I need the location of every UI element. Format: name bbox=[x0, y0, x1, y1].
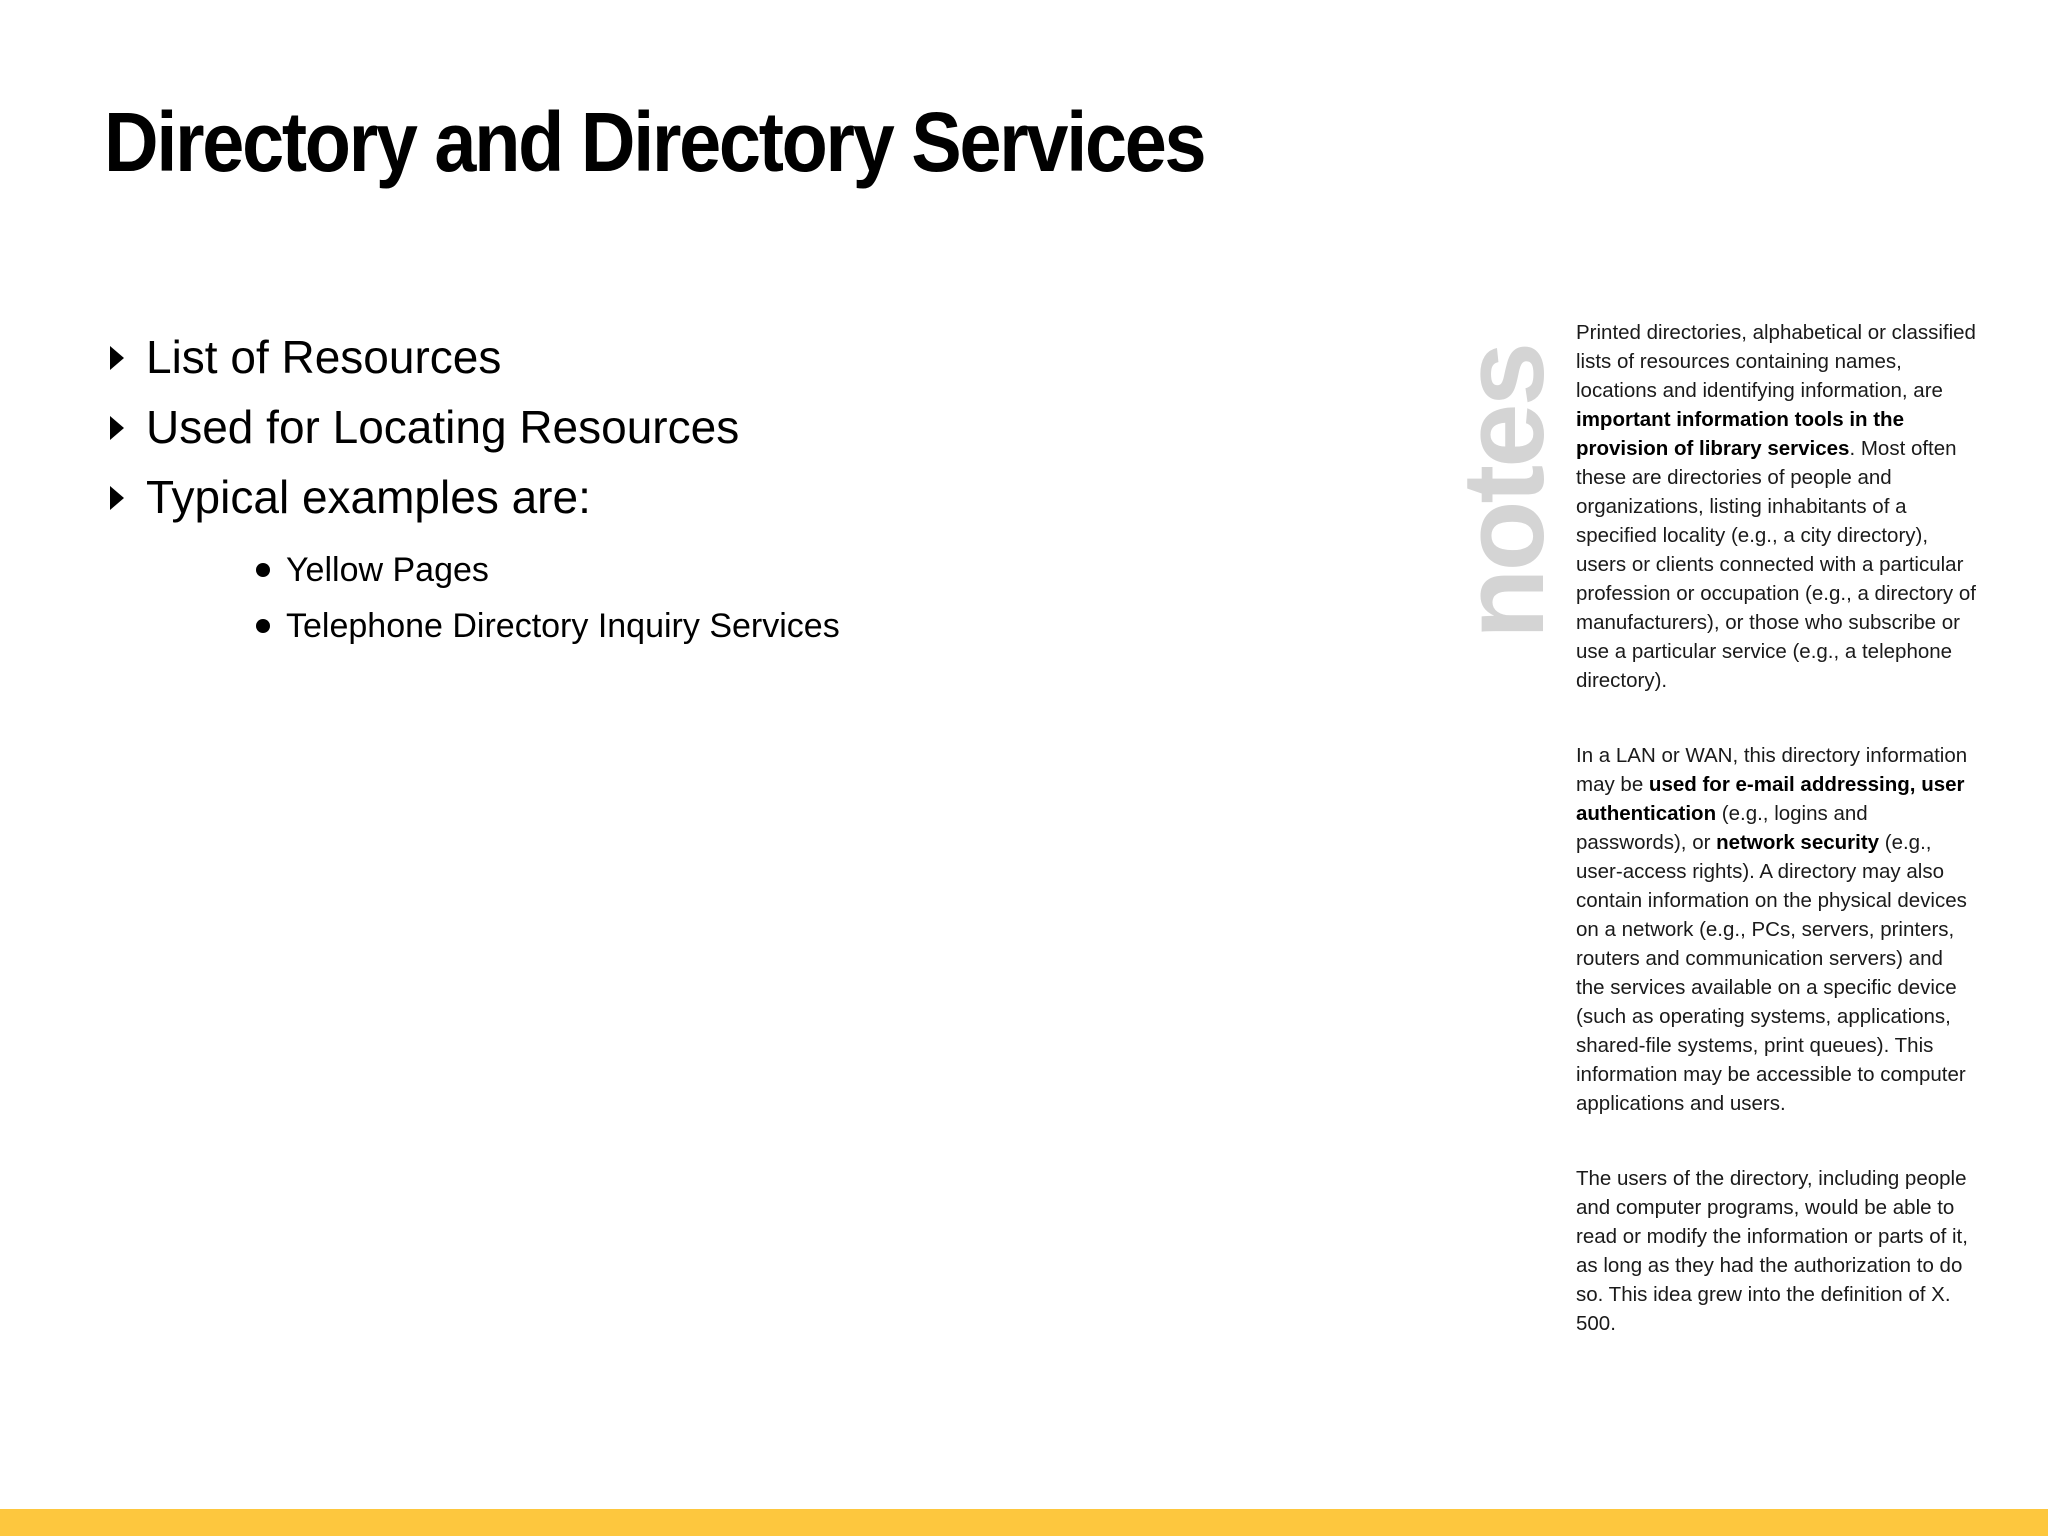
sub-bullet-item bbox=[254, 542, 847, 598]
notes-emphasis: used for e-mail addressing, user authentication bbox=[1576, 773, 1965, 825]
bullet-text: Typical examples are: bbox=[146, 471, 591, 523]
notes-text: (e.g., logins and passwords), or bbox=[1576, 802, 1868, 854]
footer-bar bbox=[0, 1509, 2048, 1536]
sub-bullet-text: Telephone Directory Inquiry Services bbox=[286, 607, 840, 645]
notes-text: (e.g., user-access rights). A directory may also contain information on the physical devices on a network (e.g., PCs, servers, printers, routers and communication servers) and the services available on a specific device (such as operating systems, applications, shared-file systems, print queues). This information may be accessible to computer applications and users. bbox=[1576, 831, 1967, 1115]
bullet-item bbox=[104, 322, 739, 392]
bullet-item bbox=[104, 462, 840, 654]
sub-bullet-list bbox=[254, 542, 847, 654]
bullet-text: List of Resources bbox=[146, 331, 502, 383]
notes-text: . Most often these are directories of people and organizations, listing inhabitants of a specified locality (e.g., a city directory), users or clients connected with a particular profession or occupation (e.g., a directory of manufacturers), or those who subscribe or use a particular service (e.g., a telephone directory). bbox=[1576, 437, 1976, 692]
triangle-bullet-icon bbox=[110, 416, 124, 440]
notes-text: Printed directories, alphabetical or classified lists of resources containing names, locations and identifying information, are bbox=[1576, 321, 1976, 402]
notes-emphasis: important information tools in the provision of library services bbox=[1576, 408, 1904, 460]
notes-label-text: notes bbox=[1438, 344, 1568, 640]
dot-bullet-icon bbox=[256, 563, 270, 577]
triangle-bullet-icon bbox=[110, 486, 124, 510]
slide-title: Directory and Directory Services bbox=[104, 95, 1205, 189]
notes-paragraph bbox=[1576, 741, 1976, 1118]
notes-panel bbox=[1576, 318, 1976, 1384]
sub-bullet-text: Yellow Pages bbox=[286, 551, 489, 589]
triangle-bullet-icon bbox=[110, 346, 124, 370]
sub-bullet-item bbox=[254, 598, 847, 654]
bullet-text: Used for Locating Resources bbox=[146, 401, 740, 453]
notes-paragraph bbox=[1576, 318, 1976, 695]
bullet-item bbox=[104, 392, 739, 462]
notes-emphasis: network security bbox=[1716, 831, 1880, 854]
notes-paragraph: The users of the directory, including people and computer programs, would be able to read or modify the information or parts of it, as long as they had the authorization to do so. This idea grew into the definition of X. 500. bbox=[1576, 1167, 1968, 1335]
bullet-list bbox=[104, 322, 840, 654]
notes-label bbox=[1438, 322, 1568, 662]
dot-bullet-icon bbox=[256, 619, 270, 633]
notes-text: In a LAN or WAN, this directory information may be bbox=[1576, 744, 1968, 796]
